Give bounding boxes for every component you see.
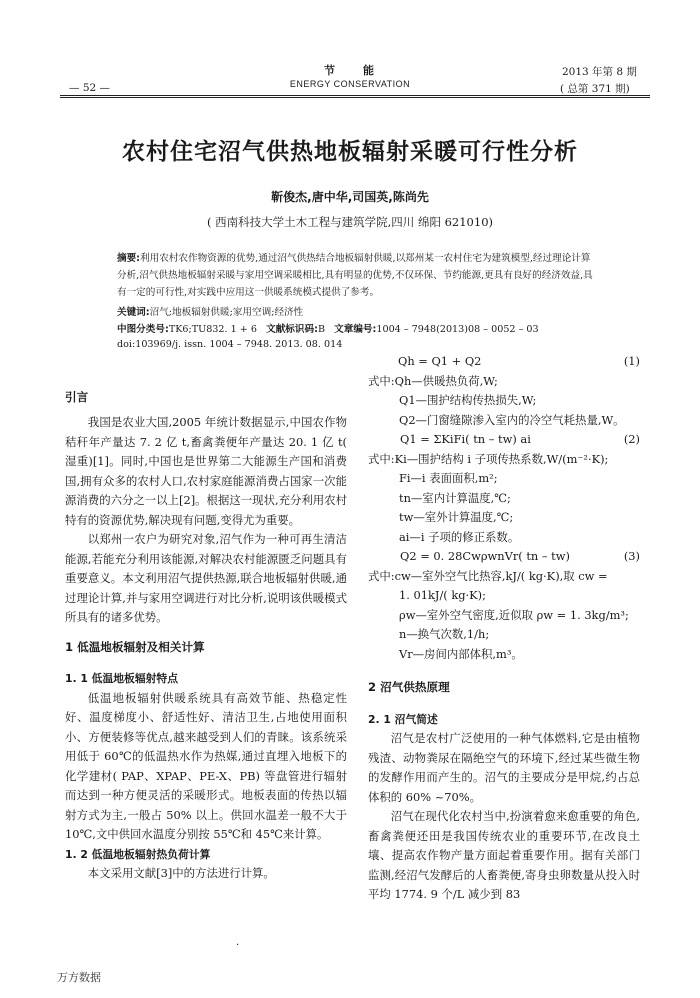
section-2-1-paragraph-2: 沼气在现代化农村当中,扮演着愈来愈重要的角色,畜禽粪便还田是我国传统农业的重要环节,在改良土壤、提高农作物产量方面起着重要作用。据有关部门监测,经沼气发酵后的人畜粪便,寄身虫卵数量从投入时平均 1774. 9 个/L 减少到 83 bbox=[368, 809, 640, 901]
article-number-label: 文章编号: bbox=[334, 324, 377, 335]
section-2-1-heading: 2. 1 沼气简述 bbox=[368, 712, 438, 726]
abstract-label: 摘要: bbox=[117, 253, 141, 264]
equation-3-number: (3) bbox=[623, 549, 640, 563]
eq1-def-2: Q1—围护结构传热损失,W; bbox=[399, 393, 537, 407]
authors: 靳俊杰,唐中华,司国英,陈尚先 bbox=[271, 190, 429, 204]
eq2-def-2: Fi—i 表面面积,m²; bbox=[399, 471, 498, 485]
abstract-text: 利用农村农作物资源的优势,通过沼气供热结合地板辐射供暖,以郑州某一农村住宅为建筑模型,经过理论计算分析,沼气供热地板辐射采暖与家用空调采暖相比,具有明显的优势,不仅环保、节约能源,更具有良好的经济效益,具有一定的可行性,对实践中应用这一供暖系统模式提供了参考。 bbox=[117, 253, 593, 298]
section-1-2-heading: 1. 2 低温地板辐射热负荷计算 bbox=[65, 847, 211, 861]
section-intro-heading: 引言 bbox=[65, 390, 89, 404]
keywords bbox=[117, 304, 303, 318]
intro-paragraph-1: 我国是农业大国,2005 年统计数据显示,中国农作物秸秆年产量达 7. 2 亿 t,畜禽粪便年产量达 20. 1 亿 t( 湿重)[1]。同时,中国也是世界第二大能源生产国和消费国,拥有众多的农村人口,农村家庭能源消费占国家一次能源消费的六分之一以上[2]。根据这一现状,充分利用农村特有的资源优势,解决现有问题,变得尤为重要。 bbox=[65, 415, 347, 527]
section-2-heading: 2 沼气供热原理 bbox=[368, 680, 450, 694]
eq2-def-5: ai—i 子项的修正系数。 bbox=[399, 529, 520, 544]
equation-1-body: Qh = Q1 + Q2 bbox=[398, 354, 482, 368]
affiliation: ( 西南科技大学土木工程与建筑学院,四川 绵阳 621010) bbox=[207, 215, 493, 229]
doi: doi:103969/j. issn. 1004 – 7948. 2013. 08. 014 bbox=[117, 339, 343, 350]
header-rule-thin bbox=[60, 97, 650, 98]
eq3-def-1-continued: 1. 01kJ/( kg·K); bbox=[399, 588, 486, 602]
section-2-1-paragraph-1: 沼气是农村广泛使用的一种气体燃料,它是由植物残渣、动物粪尿在隔绝空气的环境下,经过某些微生物的发酵作用而产生的。沼气的主要成分是甲烷,约占总体积的 60% ~70%。 bbox=[368, 731, 640, 804]
page-dot: · bbox=[236, 940, 240, 951]
eq3-def-3: n—换气次数,1/h; bbox=[399, 627, 490, 641]
issue-label: 2013 年第 8 期 bbox=[562, 66, 637, 78]
journal-name-en: ENERGY CONSERVATION bbox=[289, 79, 411, 89]
classification-line bbox=[117, 321, 539, 335]
equation-3 bbox=[368, 547, 640, 567]
equation-2 bbox=[368, 430, 640, 450]
eq2-def-3: tn—室内计算温度,℃; bbox=[399, 490, 511, 505]
equation-1-number: (1) bbox=[623, 354, 640, 368]
eq3-def-1: 式中:cw—室外空气比热容,kJ/( kg·K),取 cw = bbox=[368, 568, 608, 583]
total-issue-label: ( 总第 371 期) bbox=[560, 83, 630, 95]
keywords-text: 沼气;地板辐射供暖;家用空调;经济性 bbox=[149, 307, 304, 318]
equation-3-body: Q2 = 0. 28CwρwnVr( tn – tw) bbox=[400, 549, 570, 563]
equation-2-body: Q1 = ΣKiFi( tn – tw) ai bbox=[400, 432, 531, 446]
left-column bbox=[65, 383, 347, 884]
journal-name-cn: 节 能 bbox=[324, 64, 376, 77]
clc-label: 中图分类号: bbox=[117, 324, 169, 335]
eq2-def-1: 式中:Ki—围护结构 i 子项传热系数,W/(m⁻²·K); bbox=[368, 451, 609, 466]
right-column bbox=[368, 352, 640, 905]
section-1-heading: 1 低温地板辐射及相关计算 bbox=[65, 639, 205, 654]
page-number: — 52 — bbox=[69, 82, 111, 94]
doc-code-value: B bbox=[317, 324, 325, 335]
header-rule bbox=[60, 95, 650, 96]
eq3-def-2: ρw—室外空气密度,近似取 ρw = 1. 3kg/m³; bbox=[399, 607, 629, 622]
paper-title: 农村住宅沼气供热地板辐射采暖可行性分析 bbox=[122, 139, 578, 165]
eq3-def-4: Vr—房间内部体积,m³。 bbox=[399, 646, 523, 661]
equation-2-number: (2) bbox=[623, 432, 640, 446]
eq1-def-3: Q2—门窗缝隙渗入室内的冷空气耗热量,W。 bbox=[399, 412, 625, 427]
keywords-label: 关键词: bbox=[117, 307, 150, 318]
doc-code-label: 文献标识码: bbox=[266, 324, 318, 335]
section-1-1-heading: 1. 1 低温地板辐射特点 bbox=[65, 672, 179, 685]
footer-watermark: 万方数据 bbox=[57, 971, 101, 984]
section-1-1-paragraph: 低温地板辐射供暖系统具有高效节能、热稳定性好、温度梯度小、舒适性好、清洁卫生,占地使用面积小、方便装修等优点,越来越受到人们的青睐。该系统采用低于 60℃的低温热水作为热媒,通过直埋入地板下的化学建材( PAP、XPAP、PE-X、PB) 等盘管进行辐射而达到一种方便灵活的采暖形式。地板表面的传热以辐射方式为主,一般占 50% 以上。供回水温差一般不大于 10℃,文中供回水温度分别按 55℃和 45℃来计算。 bbox=[65, 690, 347, 841]
eq1-def-1: 式中:Qh—供暖热负荷,W; bbox=[368, 373, 498, 388]
section-1-2-paragraph: 本文采用文献[3]中的方法进行计算。 bbox=[87, 866, 275, 880]
eq2-def-4: tw—室外计算温度,℃; bbox=[399, 510, 514, 524]
equation-1 bbox=[368, 352, 640, 372]
clc-value: TK6;TU832. 1 + 6 bbox=[168, 324, 257, 335]
intro-paragraph-2: 以郑州一农户为研究对象,沼气作为一种可再生清洁能源,若能充分利用该能源,对解决农村能源匮乏问题具有重要意义。本文利用沼气提供热源,联合地板辐射供暖,通过理论计算,并与家用空调进行对比分析,说明该供暖模式所具有的诸多优势。 bbox=[65, 532, 347, 624]
article-number-value: 1004 – 7948(2013)08 – 0052 – 03 bbox=[376, 324, 539, 335]
abstract bbox=[117, 250, 595, 301]
